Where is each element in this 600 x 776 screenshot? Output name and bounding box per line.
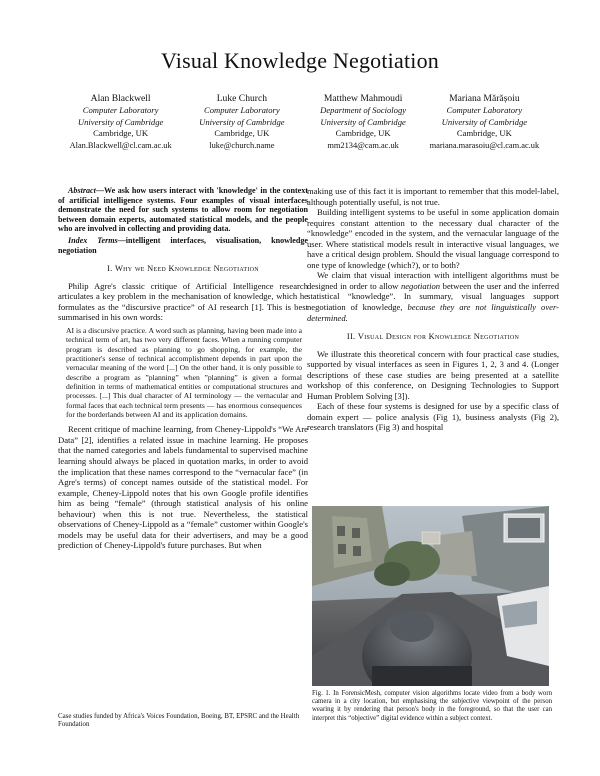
paragraph: Building intelligent systems to be useful in some application domain requires constant attention to the necessary dual character of the “knowledge” encoded in the system, and the vernacular language of the user. Where statistical models result in interactive visual languages, we have a critical design problem. Should the visual language correspond to one type of knowledge (which?), or to both?: [307, 207, 559, 270]
paragraph: Recent critique of machine learning, from Cheney-Lippold's “We Are Data” [2], identifies a related issue in machine learning. He proposes that the named categories and labels fundamental to supervised machine learning should always be placed in quotation marks, in order to avoid the implication that these names correspond to the “vernacular face” (in Agre's terms) of concept names outside of the statistical model. For example, Cheney-Lippold notes that his own Google profile identifies him as being “female” (through statistical analysis of his online behaviour) when this is not true. Nevertheless, the statistical observations of Cheney-Lippold as a “female” customer within Google's models may be useful data for their advertisers, and may be a good prediction of Cheney-Lippold's future purchases. But when: [58, 424, 308, 551]
author-location: Cambridge, UK: [456, 128, 512, 139]
author-univ: University of Cambridge: [441, 116, 528, 127]
author-name: Mariana Mărășoiu: [449, 93, 520, 104]
section-heading: [58, 264, 308, 275]
author-dept: Computer Laboratory: [446, 105, 523, 115]
author-location: Cambridge, UK: [335, 128, 391, 139]
footnote: Case studies funded by Africa's Voices Foundation, Boeing, BT, EPSRC and the Health Foundation: [58, 713, 300, 729]
author-univ: University of Cambridge: [77, 116, 164, 127]
emphasis: negotiation: [400, 280, 441, 291]
author-email[interactable]: mariana.marasoiu@cl.cam.ac.uk: [429, 140, 540, 150]
paragraph-text: We claim that visual interaction with intelligent algorithms must be designed in order to allow: [307, 270, 559, 291]
author-location: Cambridge, UK: [93, 128, 149, 139]
author-dept: Computer Laboratory: [82, 105, 159, 115]
figure-caption: Fig. 1. In ForensicMesh, computer vision algorithms locate video from a body worn camera in a city location, but emphasising the subjective viewpoint of the person wearing it by rendering that person's body in the foreground, so that the user can interpret this “objective” digital evidence within a subject context.: [312, 690, 552, 722]
author-name: Matthew Mahmoudi: [323, 93, 403, 104]
author-univ: University of Cambridge: [320, 116, 406, 127]
section-number: II.: [346, 332, 356, 342]
abstract-label: Abstract: [68, 186, 96, 195]
paragraph: [307, 270, 559, 323]
author-block: [424, 93, 545, 151]
left-column: [58, 186, 308, 551]
author-list: [60, 93, 545, 151]
section-title: Visual Design for Knowledge Negotiation: [357, 332, 520, 342]
author-email[interactable]: luke@church.name: [209, 140, 275, 150]
author-block: [303, 93, 424, 151]
author-email[interactable]: Alan.Blackwell@cl.cam.ac.uk: [69, 140, 172, 150]
paragraph: making use of this fact it is important to remember that this model-label, although potentially useful, is not true.: [307, 186, 559, 207]
paragraph-text: between the user and the inferred statistical “knowledge”. In summary, visual languages support negotiation of knowledge,: [307, 280, 559, 313]
paragraph: We illustrate this theoretical concern with four practical case studies, supported by visual interfaces as seen in Figures 1, 2, 3 and 4. (Longer descriptions of these case studies are being presented at a satellite workshop of this conference, on Designing Technologies to Support Human Problem Solving [3]).: [307, 348, 559, 401]
author-location: Cambridge, UK: [214, 128, 270, 139]
emphasis: because they are not linguistically over-determined.: [307, 302, 560, 323]
author-block: [60, 93, 181, 151]
author-name: Luke Church: [216, 93, 268, 104]
figure-1-image: [312, 506, 549, 686]
author-email[interactable]: mm2134@cam.ac.uk: [327, 140, 399, 150]
author-dept: Department of Sociology: [320, 105, 407, 115]
abstract: [58, 186, 308, 234]
paragraph: Philip Agre's classic critique of Artificial Intelligence research articulates a key problem in the mechanisation of knowledge, which he formulates as the “discursive practice” of AI research [1]. This is best summarised in his own words:: [58, 280, 308, 323]
author-dept: Computer Laboratory: [204, 105, 280, 115]
paragraph: Each of these four systems is designed for use by a specific class of domain expert — police analysis (Fig 1), business analysts (Fig 2), research translators (Fig 3) and hospital: [307, 401, 559, 433]
right-column: [307, 186, 559, 433]
index-terms-label: Index Terms: [68, 235, 118, 245]
index-terms: [58, 236, 308, 255]
index-terms-text: —intelligent interfaces, visualisation, knowledge negotiation: [58, 235, 309, 255]
abstract-text: —We ask how users interact with 'knowledge' in the context of artificial intelligence systems. Four examples of visual interfaces demonstrate the need for such systems to allow room for negotiation between domain experts, automated statistical models, and the people who are involved in collecting and providing data.: [58, 186, 308, 234]
block-quote: AI is a discursive practice. A word such as planning, having been made into a technical term of art, has two very different faces. When a running computer program is described as planning to go shopping, for example, the practitioner's sense of technical accomplishment depends in part upon the vernacular meaning of the word [...] On the other hand, it is only possible to describe a program as ”planning” when ”planning” is given a formal definition in terms of mathematical entities or computational structures and processes. [...] This dual character of AI terminology — the vernacular and formal faces that each technical term presents — has enormous consequences for the borderlands between AI and its application domains.: [66, 325, 302, 419]
section-title: Why we Need Knowledge Negotiation: [114, 264, 259, 274]
section-heading: [307, 332, 559, 343]
author-name: Alan Blackwell: [90, 93, 151, 104]
paper-title: Visual Knowledge Negotiation: [160, 48, 439, 73]
street-scene-render: [312, 506, 549, 686]
section-number: I.: [107, 264, 113, 274]
author-block: [181, 93, 302, 151]
author-univ: University of Cambridge: [199, 116, 285, 127]
